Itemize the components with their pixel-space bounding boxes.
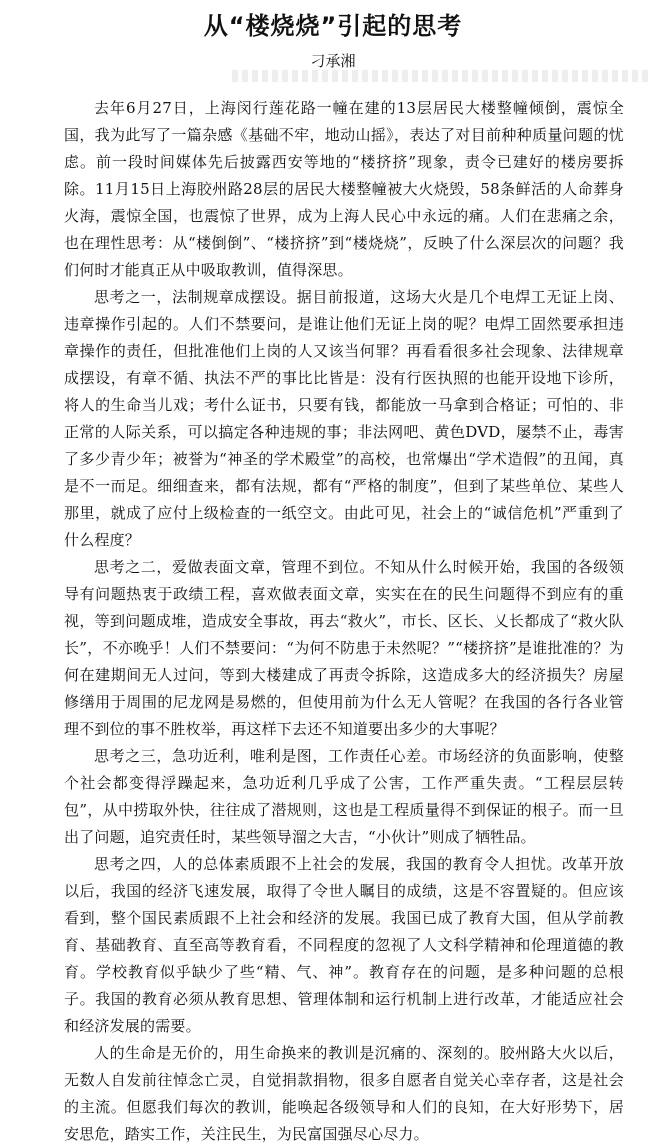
article-title: 从“楼烧烧”引起的思考: [203, 12, 463, 40]
scan-artifact: [232, 70, 652, 82]
paragraph-conclusion: 人的生命是无价的，用生命换来的教训是沉痛的、深刻的。胶州路大火以后，无数人自发前往悼念亡灵，自觉捐款捐物，很多自愿者自觉关心幸存者，这是社会的主流。但愿我们每次的教训，能唤起各级领导和人们的良知，在大好形势下，居安思危，踏实工作，关注民生，为民富国强尽心尽力。: [64, 1044, 624, 1143]
paragraph-thought-4: 思考之四，人的总体素质跟不上社会的发展，我国的教育令人担忧。改革开放以后，我国的经济飞速发展，取得了令世人瞩目的成绩，这是不容置疑的。但应该看到，整个国民素质跟不上社会和经济的发展。我国已成了教育大国，但从学前教育、基础教育、直至高等教育看，不同程度的忽视了人文科学精神和伦理道德的教育。学校教育似乎缺少了些“精、气、神”。教育存在的问题，是多种问题的总根子。我国的教育必须从教育思想、管理体制和运行机制上进行改革，才能适应社会和经济发展的需要。: [64, 855, 624, 1035]
paragraph-thought-3: 思考之三，急功近利，唯利是图，工作责任心差。市场经济的负面影响，使整个社会都变得浮躁起来，急功近利几乎成了公害，工作严重失责。“工程层层转包”，从中捞取外快，往往成了潜规则，这也是工程质量得不到保证的根子。而一旦出了问题，追究责任时，某些领导溜之大吉，“小伙计”则成了牺牲品。: [64, 747, 624, 846]
author-name: 刁承湘: [310, 52, 356, 70]
paragraph-thought-1: 思考之一，法制规章成摆设。据目前报道，这场大火是几个电焊工无证上岗、违章操作引起的。人们不禁要问，是谁让他们无证上岗的呢？电焊工固然要承担违章操作的责任，但批准他们上岗的人又该当何罪？再看看很多社会现象、法律规章成摆设，有章不循、执法不严的事比比皆是：没有行医执照的也能开设地下诊所，将人的生命当儿戏；考什么证书，只要有钱，都能放一马拿到合格证；可怕的、非正常的人际关系，可以搞定各种违规的事；非法网吧、黄色DVD，屡禁不止，毒害了多少青少年；被誉为“神圣的学术殿堂”的高校，也常爆出“学术造假”的丑闻，真是不一而足。细细查来，都有法规，都有“严格的制度”，但到了某些单位、某些人那里，就成了应付上级检查的一纸空文。由此可见，社会上的“诚信危机”严重到了什么程度？: [64, 288, 624, 549]
paragraph-thought-2: 思考之二，爱做表面文章，管理不到位。不知从什么时候开始，我国的各级领导有问题热衷于政绩工程，喜欢做表面文章，实实在在的民生问题得不到应有的重视，等到问题成堆，造成安全事故，再去“救火”，市长、区长、乂长都成了“救火队长”，不亦晚乎！人们不禁要问：“为何不防患于未然呢？”“楼挤挤”是谁批准的？为何在建期间无人过问，等到大楼建成了再责令拆除，这造成多大的经济损失？房屋修缮用于周围的尼龙网是易燃的，但使用前为什么无人管呢？在我国的各行各业管理不到位的事不胜枚举，再这样下去还不知道要出多少的大事呢？: [64, 558, 624, 738]
paragraph-intro: 去年6月27日，上海闵行莲花路一幢在建的13层居民大楼整幢倾倒，震惊全国，我为此写了一篇杂感《基础不牢，地动山摇》，表达了对目前种种质量问题的忧虑。前一段时间媒体先后披露西安等地的“楼挤挤”现象，责令已建好的楼房要拆除。11月15日上海胶州路28层的居民大楼整幢被大火烧毁，58条鲜活的人命葬身火海，震惊全国，也震惊了世界，成为上海人民心中永远的痛。人们在悲痛之余，也在理性思考：从“楼倒倒”、“楼挤挤”到“楼烧烧”，反映了什么深层次的问题？我们何时才能真正从中吸取教训，值得深思。: [64, 99, 624, 279]
article-body: [64, 95, 624, 1148]
